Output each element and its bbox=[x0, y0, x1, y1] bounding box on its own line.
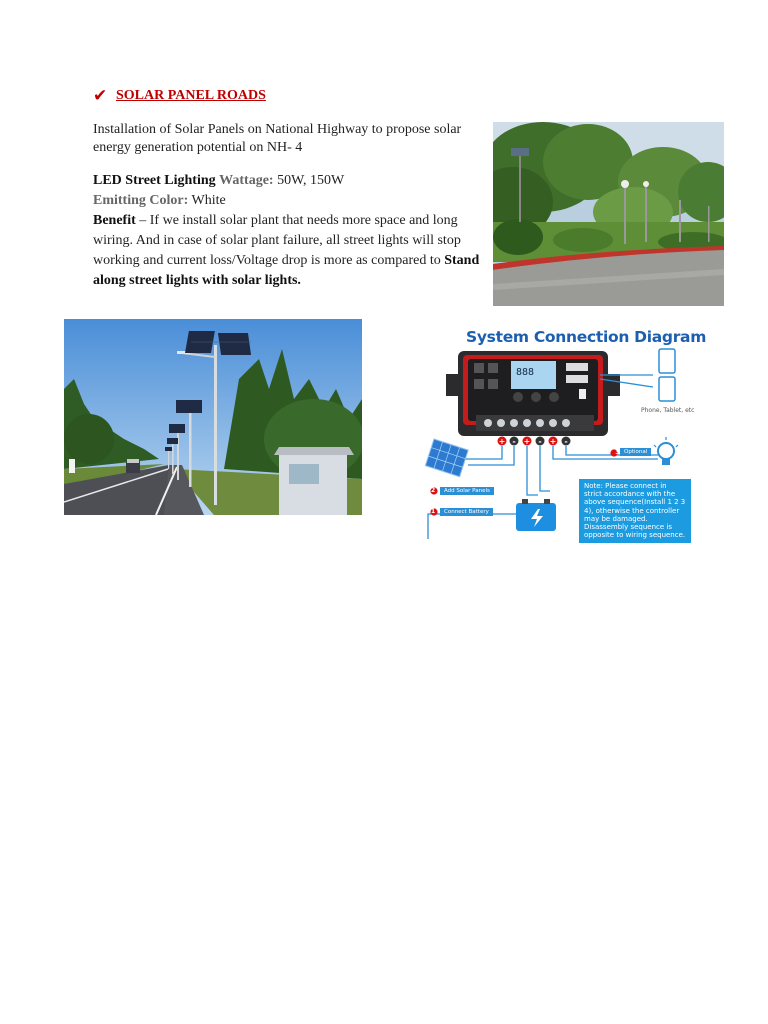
benefit-dash: – bbox=[135, 213, 150, 228]
color-label: Emitting Color: bbox=[93, 193, 189, 208]
optional-label: Optional bbox=[620, 448, 651, 456]
battery-label: Connect Battery bbox=[440, 508, 493, 516]
step-badge-1: 1 bbox=[431, 508, 436, 515]
benefit-text bbox=[93, 211, 483, 291]
system-connection-diagram bbox=[388, 319, 724, 547]
benefit-label: Benefit bbox=[93, 213, 136, 228]
park-street-photo bbox=[493, 122, 724, 306]
svg-text:+: + bbox=[523, 437, 531, 446]
led-label: LED Street Lighting bbox=[93, 173, 216, 188]
led-line bbox=[93, 171, 483, 191]
svg-text:-: - bbox=[564, 437, 568, 446]
diagram-title: System Connection Diagram bbox=[466, 328, 707, 346]
lcd-reading: 888 bbox=[516, 367, 535, 378]
wiring-note: Note: Please connect in strict accordance with the above sequence(Install 1 2 3 4), otherwise the controller may be damaged. Disassembly sequence is opposite to wiring sequence. bbox=[579, 479, 691, 543]
benefit-emphasis: Stand along street lights with solar lights. bbox=[93, 253, 480, 288]
wattage-label: Wattage: bbox=[219, 173, 274, 188]
benefit-body: If we install solar plant that needs more space and long wiring. And in case of solar plant failure, all street lights will stop working and current loss/Voltage drop is more as compared to bbox=[93, 213, 461, 268]
svg-text:-: - bbox=[538, 437, 542, 446]
devices-caption: Phone, Tablet, etc bbox=[641, 407, 695, 414]
specs-block bbox=[93, 171, 483, 291]
solar-panels-label: Add Solar Panels bbox=[440, 487, 494, 495]
step-badge-3: 3 bbox=[615, 449, 620, 456]
section-title: SOLAR PANEL ROADS bbox=[116, 88, 266, 103]
check-icon: ✔ bbox=[93, 86, 108, 106]
svg-text:+: + bbox=[498, 437, 506, 446]
color-value: White bbox=[191, 193, 226, 208]
svg-text:-: - bbox=[512, 437, 516, 446]
step-badge-2: 2 bbox=[431, 487, 436, 494]
wattage-value: 50W, 150W bbox=[277, 173, 345, 188]
highway-photo bbox=[64, 319, 362, 515]
intro-paragraph: Installation of Solar Panels on National Highway to propose solar energy generation potential on NH- 4 bbox=[93, 122, 462, 155]
color-line bbox=[93, 191, 483, 211]
svg-text:+: + bbox=[549, 437, 557, 446]
section-heading bbox=[93, 86, 266, 106]
